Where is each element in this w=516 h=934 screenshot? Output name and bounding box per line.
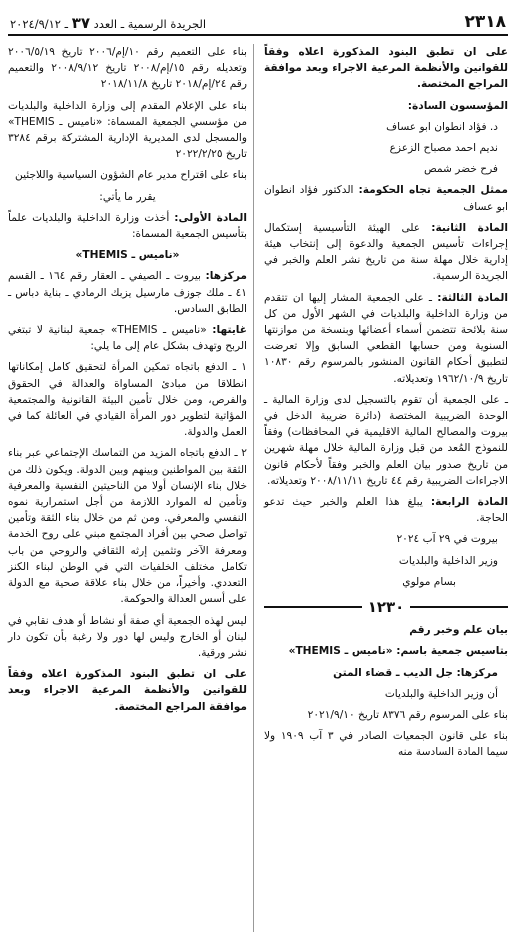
- right-column: [262, 44, 508, 932]
- article-2-label: المادة الثانية:: [431, 221, 508, 234]
- goal-2: ٢ ـ الدفع باتجاه المزيد من التماسك الإجتماعي عبر بناء الثقة بين المواطنين وبينهم وبين الدولة. ويكون ذلك من خلال بناء الإنسان أولا من الناحيتين النفسية والمعرفية وتأمين له الموارد اللازمة من أجل استمرارية نموه النفسي والمعرفي. ومن ثم من خلال بناء الثقة وتأمين تواصل صحي بين أفراد المجتمع مبني على روح الخدمة ومعرفة الآخر وتثمين إرثه الثقافي والروحي من باب تكامل مختلف الخلفيات التي في الوطن لبناء الكنز التعددي. وأخيراً، من خلال بناء علاقة صحية مع الدولة على أسس العدالة والحوكمة.: [8, 447, 247, 606]
- goal-1: ١ ـ الدفع باتجاه تمكين المرأة لتحقيق كامل إمكاناتها انطلاقا من مبادئ المساواة والعدالة في الحقوق والفرص، ومن خلال تأمين البيئة القانونية والمجتمعية المؤاتية لتطوير دور المرأة القيادي في العائلة كما في العمل والدولة.: [8, 361, 247, 439]
- place-date: بيروت في ٢٩ آب ٢٠٢٤: [396, 533, 498, 546]
- based-on-notification: بناء على الإعلام المقدم إلى وزارة الداخلية والبلديات من مؤسسي الجمعية المسماة: «ناميس ـ THEMIS» والمسجل لدى المديرية الإدارية المشتركة برقم ٣٢٨٤ تاريخ ٢٠٢٢/٢/٢٥: [8, 99, 247, 161]
- founder-3: فرح خضر شمص: [423, 163, 498, 176]
- left-column: [8, 44, 254, 932]
- running-header: [10, 14, 206, 32]
- based-on-law: بناء على قانون الجمعيات الصادر في ٣ آب ١٩٠٩ ولا سيما المادة السادسة منه: [264, 730, 508, 759]
- decision-number: ١٢٣٠: [367, 598, 405, 617]
- article-1: [8, 210, 247, 242]
- representative: [264, 182, 508, 214]
- notice-intro: أن وزير الداخلية والبلديات: [384, 687, 498, 700]
- article-4-label: المادة الرابعة:: [430, 496, 508, 509]
- notice-headquarters: مركزها: جل الديب ـ قضاء المتن: [333, 666, 498, 679]
- founder-2: نديم احمد مصباح الزعزع: [389, 142, 498, 155]
- association-name: «ناميس ـ THEMIS»: [75, 249, 180, 262]
- minister-name: بسام مولوي: [402, 575, 456, 588]
- headquarters-text: بيروت ـ الصيفي ـ العقار رقم ١٦٤ ـ القسم ٤١ ـ ملك جوزف مارسيل يزبك الرمادي ـ بناية دباس ـ الطابق السادس.: [8, 270, 247, 315]
- representative-label: ممثل الجمعية تجاه الحكومة:: [358, 184, 508, 197]
- goals: [8, 322, 247, 354]
- founder-1: د. فؤاد انطوان ابو عساف: [386, 120, 498, 133]
- based-on-circulars: بناء على التعميم رقم ١٠/إم/٢٠٠٦ تاريخ ٢٠٠٦/٥/١٩ وتعديله رقم ١٥/إم/٢٠٠٨ تاريخ ٢٠٠٨/٩/١٢ والتعميم رقم ٢٤/إم/٢٠١٨ تاريخ ٢٠١٨/١١/٨: [8, 46, 247, 91]
- page-header: [8, 10, 508, 36]
- minister-title: وزير الداخلية والبلديات: [398, 554, 498, 567]
- gazette-name: الجريدة الرسمية ـ العدد: [93, 17, 207, 31]
- article-1-text: أخذت وزارة الداخلية والبلديات علماً بتأسيس الجمعية المسماة:: [8, 211, 247, 241]
- divider-line: [410, 606, 508, 608]
- article-3-label: المادة الثالثة:: [437, 291, 508, 304]
- issue-date: ـ ٢٠٢٤/٩/١٢: [10, 17, 69, 31]
- notice-subject: بتاسيس جمعية باسم: «ناميس ـ THEMIS»: [288, 645, 508, 658]
- non-union-note: ليس لهذه الجمعية أي صفة أو نشاط أو هدف نقابي في لبنان أو الخارج وليس لها دور ولا رغبة بأن تكون دار نشر ورقية.: [8, 614, 247, 659]
- based-on-decree: بناء على المرسوم رقم ٨٣٧٦ تاريخ ٢٠٢١/٩/١٠: [307, 708, 508, 721]
- article-3: [264, 290, 508, 387]
- article-2: [264, 220, 508, 285]
- based-on-proposal: بناء على اقتراح مدير عام الشؤون السياسية واللاجئين: [15, 169, 247, 182]
- conditions-paragraph: على ان تطبق البنود المذكورة اعلاه وفقاً للقوانين والأنظمة المرعية الاجراء وبعد موافقة المراجع المختصة.: [264, 46, 508, 91]
- divider-line: [264, 606, 362, 608]
- columns: [8, 36, 508, 932]
- issue-number: ٣٧: [71, 14, 90, 32]
- founders-title: المؤسسون السادة:: [407, 99, 508, 112]
- article-3-text: ـ على الجمعية المشار إليها ان تتقدم من وزارة الداخلية والبلديات في الشهر الأول من كل سنة بلائحة تتضمن أسماء أعضائها وبنسخة من موازنتها السنوية ومن حسابها القطعي السابق وإلا تعرضت لتطبيق أحكام القانون المنشور بالمرسوم رقم ١٠٨٣٠ تاريخ ١٩٦٢/١٠/٩ وتعديلاته.: [264, 291, 508, 385]
- representative-text: الدكتور فؤاد انطوان ابو عساف: [264, 184, 508, 213]
- notice-title: بيان علم وخبر رقم: [409, 624, 508, 637]
- decision-divider: [264, 598, 508, 616]
- goals-text: «ناميس ـ THEMIS» جمعية لبنانية لا تبتغي الربح وتهدف بشكل عام إلى ما يلي:: [8, 324, 247, 353]
- article-4: [264, 494, 508, 526]
- article-4-text: يبلغ هذا العلم والخبر حيث تدعو الحاجة.: [264, 496, 508, 525]
- article-3-tax: ـ على الجمعية أن تقوم بالتسجيل لدى وزارة المالية ـ الوحدة الضريبية المختصة (دائرة ضريبة الدخل في بيروت والمصالح المالية الاقليمية في المحافظات) وفقاً للنموذج المُعد من قبل وزارة المالية خلال مهلة شهرين من تاريخ صدور بيان العلم والخبر وفقاً لأحكام قانون الاجراءات الضريبية رقم ٤٤ تاريخ ٢٠٠٨/١١/١١ وتعديلاته.: [264, 393, 508, 487]
- page-number: ٢٣١٨: [464, 12, 506, 32]
- goals-label: غايتها:: [212, 324, 248, 337]
- article-1-label: المادة الأولى:: [174, 211, 248, 224]
- closing-conditions: على ان تطبق البنود المذكورة اعلاه وفقاً للقوانين والأنظمة المرعية الاجراء وبعد موافقة المراجع المختصة.: [8, 668, 247, 713]
- headquarters-label: مركزها:: [205, 270, 247, 283]
- decides: يقرر ما يأتي:: [99, 190, 156, 203]
- headquarters: [8, 268, 247, 317]
- article-2-text: على الهيئة التأسيسية إستكمال إجراءات تأسيس الجمعية والدعوة إلى إنتخاب هيئة إدارية خلال مهلة سنة من تاريخ نشر العلم والخبر في الجريدة الرسمية.: [264, 221, 508, 283]
